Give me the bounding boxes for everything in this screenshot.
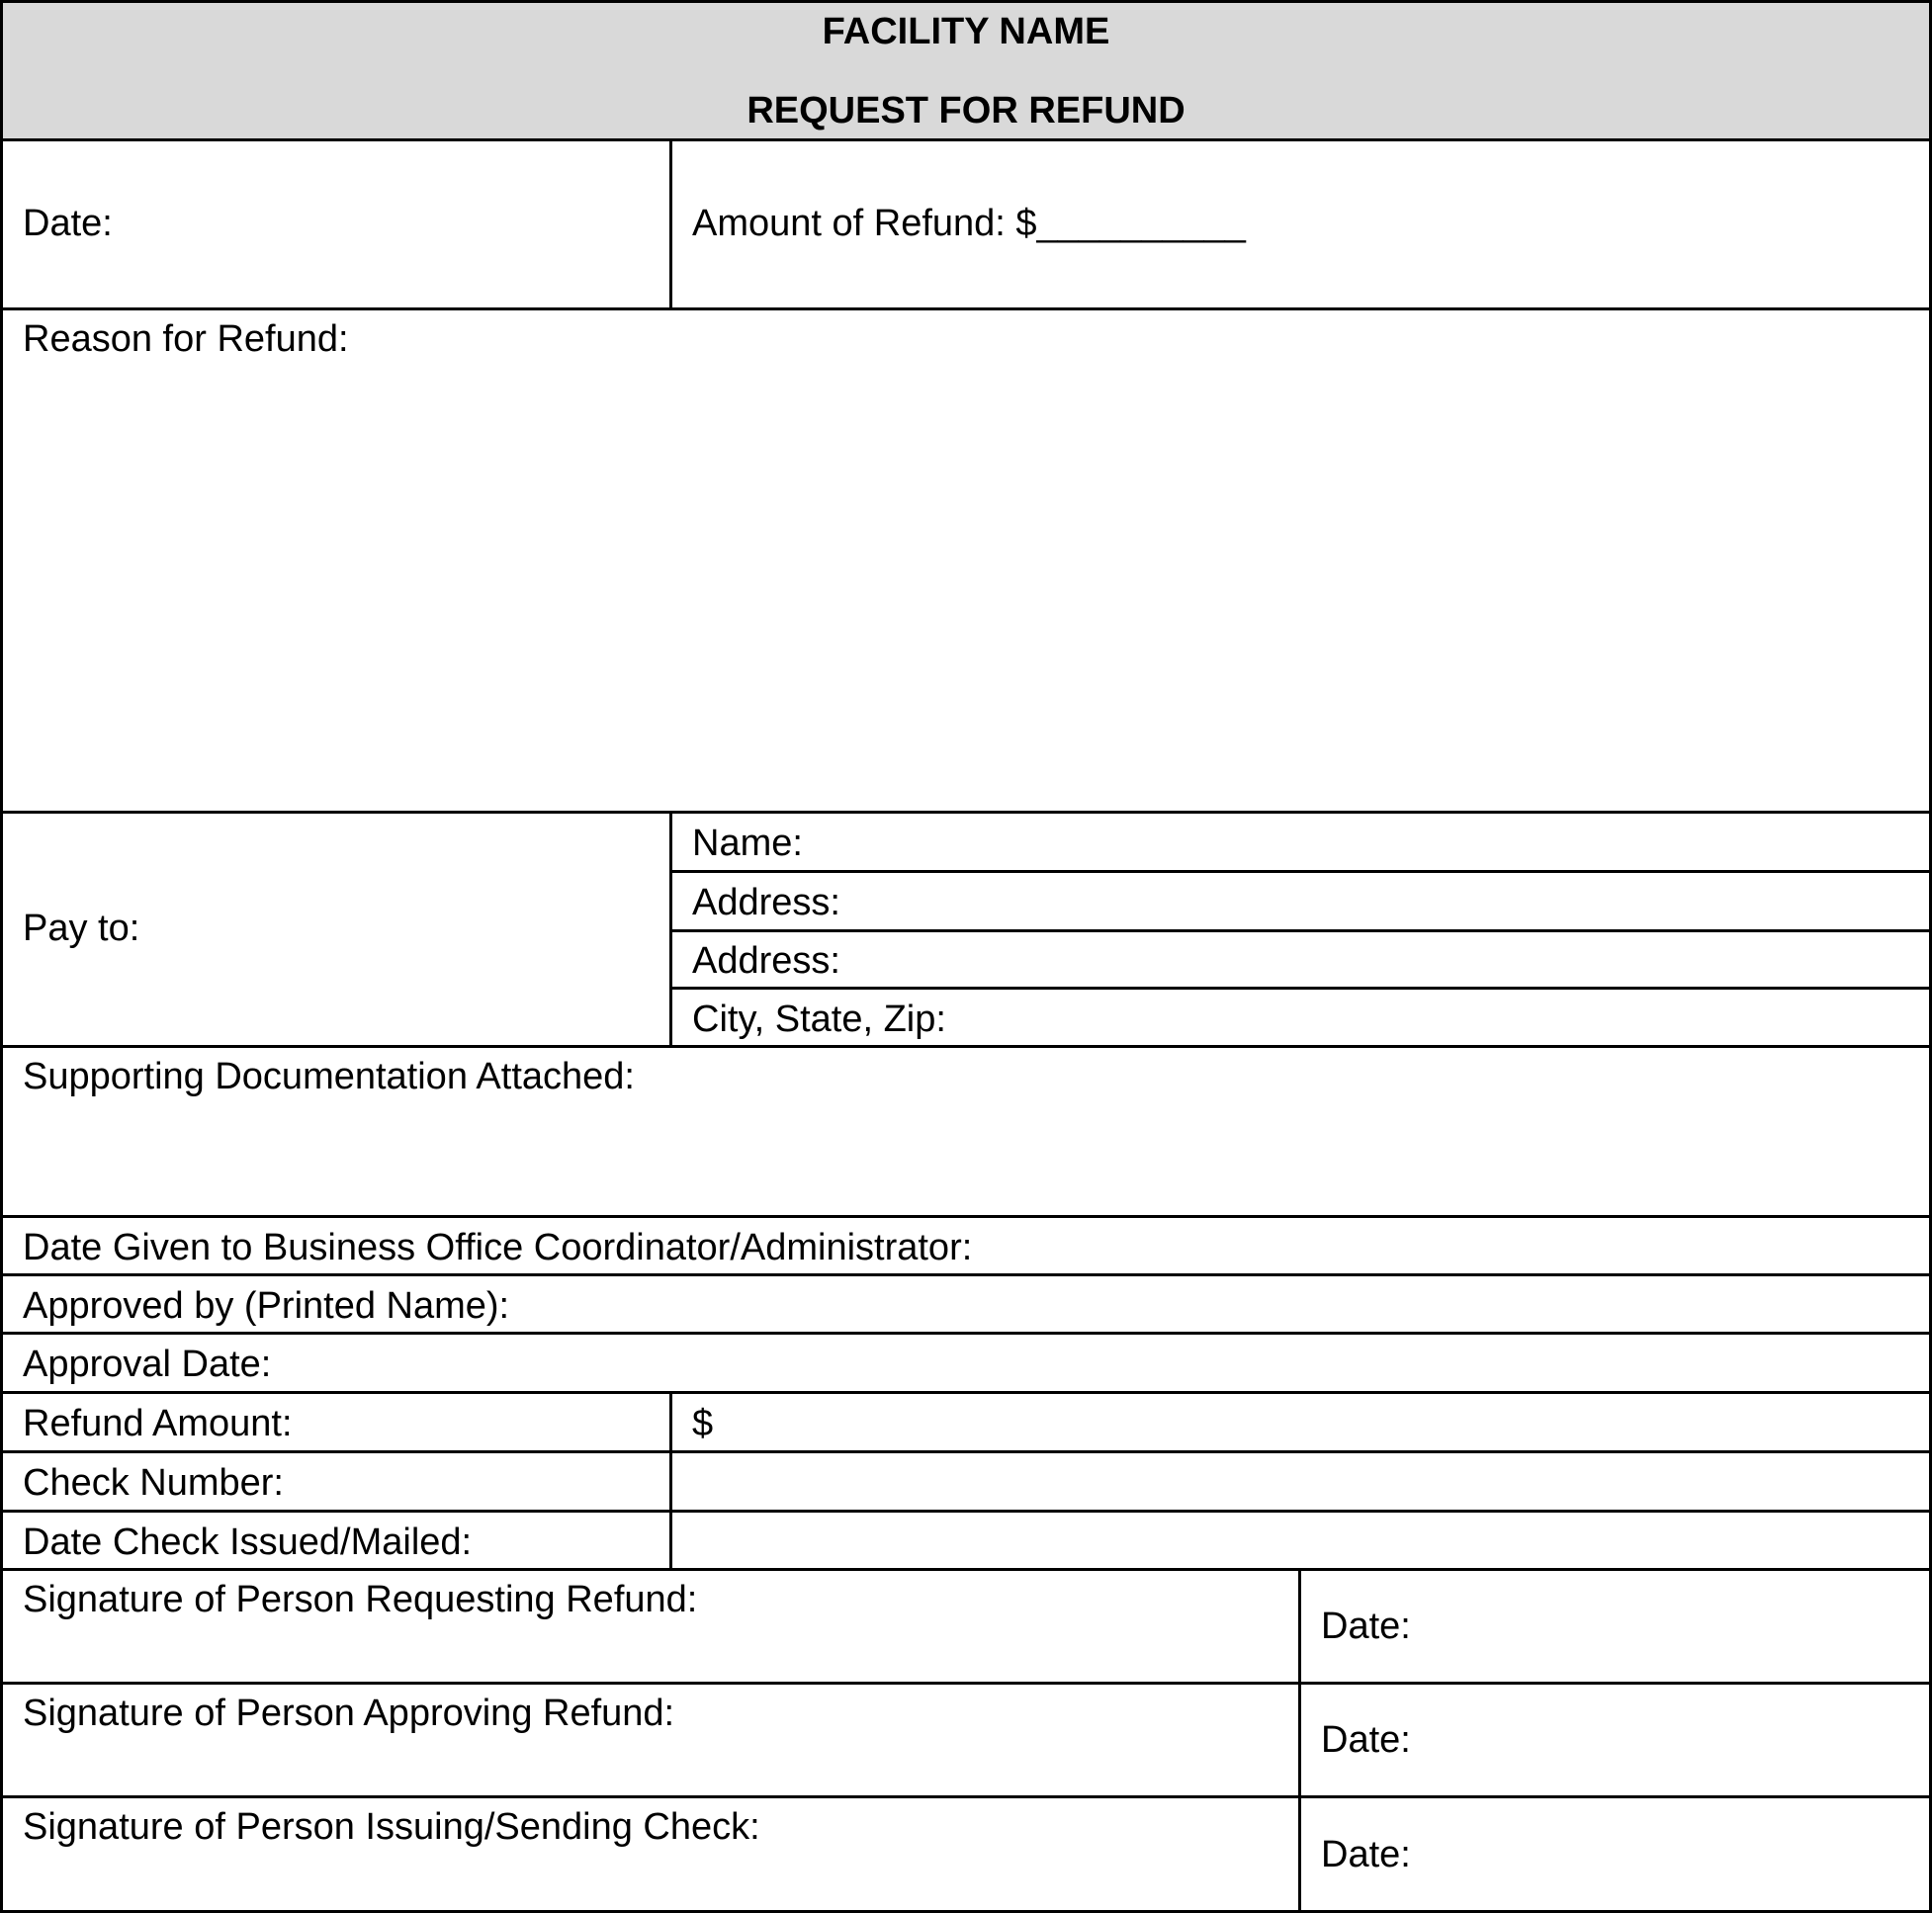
- date-given-field[interactable]: [0, 1215, 1932, 1276]
- signature-issuing-date-field[interactable]: [1298, 1795, 1932, 1913]
- signature-approving-label: Signature of Person Approving Refund:: [23, 1693, 675, 1734]
- form-title: REQUEST FOR REFUND: [746, 90, 1186, 131]
- signature-requesting-date-label: Date:: [1321, 1606, 1411, 1647]
- date-cell[interactable]: [0, 138, 672, 310]
- check-number-label: Check Number:: [23, 1462, 284, 1504]
- amount-of-refund-label: Amount of Refund: $__________: [692, 203, 1246, 244]
- approved-by-field[interactable]: [0, 1273, 1932, 1335]
- reason-for-refund-field[interactable]: [0, 307, 1932, 814]
- date-check-issued-field[interactable]: [669, 1510, 1932, 1571]
- check-number-label-cell: [0, 1450, 672, 1513]
- facility-name: FACILITY NAME: [822, 11, 1110, 52]
- pay-to-label: Pay to:: [23, 908, 140, 949]
- signature-issuing-label: Signature of Person Issuing/Sending Check:: [23, 1806, 760, 1848]
- refund-amount-field[interactable]: [669, 1391, 1932, 1453]
- dollar-sign: $: [692, 1403, 714, 1444]
- pay-to-address2-field[interactable]: [669, 929, 1932, 990]
- date-check-issued-label: Date Check Issued/Mailed:: [23, 1522, 473, 1563]
- signature-requesting-label: Signature of Person Requesting Refund:: [23, 1579, 698, 1620]
- date-check-issued-label-cell: [0, 1510, 672, 1571]
- supporting-documentation-label: Supporting Documentation Attached:: [23, 1056, 635, 1097]
- signature-issuing-field[interactable]: [0, 1795, 1301, 1913]
- pay-to-name-field[interactable]: [669, 811, 1932, 873]
- supporting-documentation-field[interactable]: [0, 1045, 1932, 1218]
- pay-to-cell: [0, 811, 672, 1048]
- date-label: Date:: [23, 203, 113, 244]
- signature-issuing-date-label: Date:: [1321, 1834, 1411, 1875]
- pay-to-city-state-zip-field[interactable]: [669, 987, 1932, 1048]
- signature-approving-date-field[interactable]: [1298, 1682, 1932, 1798]
- date-given-label: Date Given to Business Office Coordinator/Administrator:: [23, 1227, 973, 1268]
- refund-amount-label-cell: [0, 1391, 672, 1453]
- pay-to-address1-label: Address:: [692, 882, 840, 923]
- form-header: [0, 0, 1932, 141]
- pay-to-city-state-zip-label: City, State, Zip:: [692, 999, 946, 1040]
- signature-requesting-field[interactable]: [0, 1568, 1301, 1685]
- signature-approving-field[interactable]: [0, 1682, 1301, 1798]
- pay-to-address1-field[interactable]: [669, 870, 1932, 932]
- amount-of-refund-cell[interactable]: [669, 138, 1932, 310]
- refund-amount-label: Refund Amount:: [23, 1403, 293, 1444]
- approval-date-field[interactable]: [0, 1332, 1932, 1394]
- reason-for-refund-label: Reason for Refund:: [23, 318, 349, 360]
- signature-requesting-date-field[interactable]: [1298, 1568, 1932, 1685]
- approved-by-label: Approved by (Printed Name):: [23, 1285, 510, 1327]
- pay-to-name-label: Name:: [692, 823, 803, 864]
- check-number-field[interactable]: [669, 1450, 1932, 1513]
- signature-approving-date-label: Date:: [1321, 1719, 1411, 1761]
- approval-date-label: Approval Date:: [23, 1344, 272, 1385]
- pay-to-address2-label: Address:: [692, 940, 840, 982]
